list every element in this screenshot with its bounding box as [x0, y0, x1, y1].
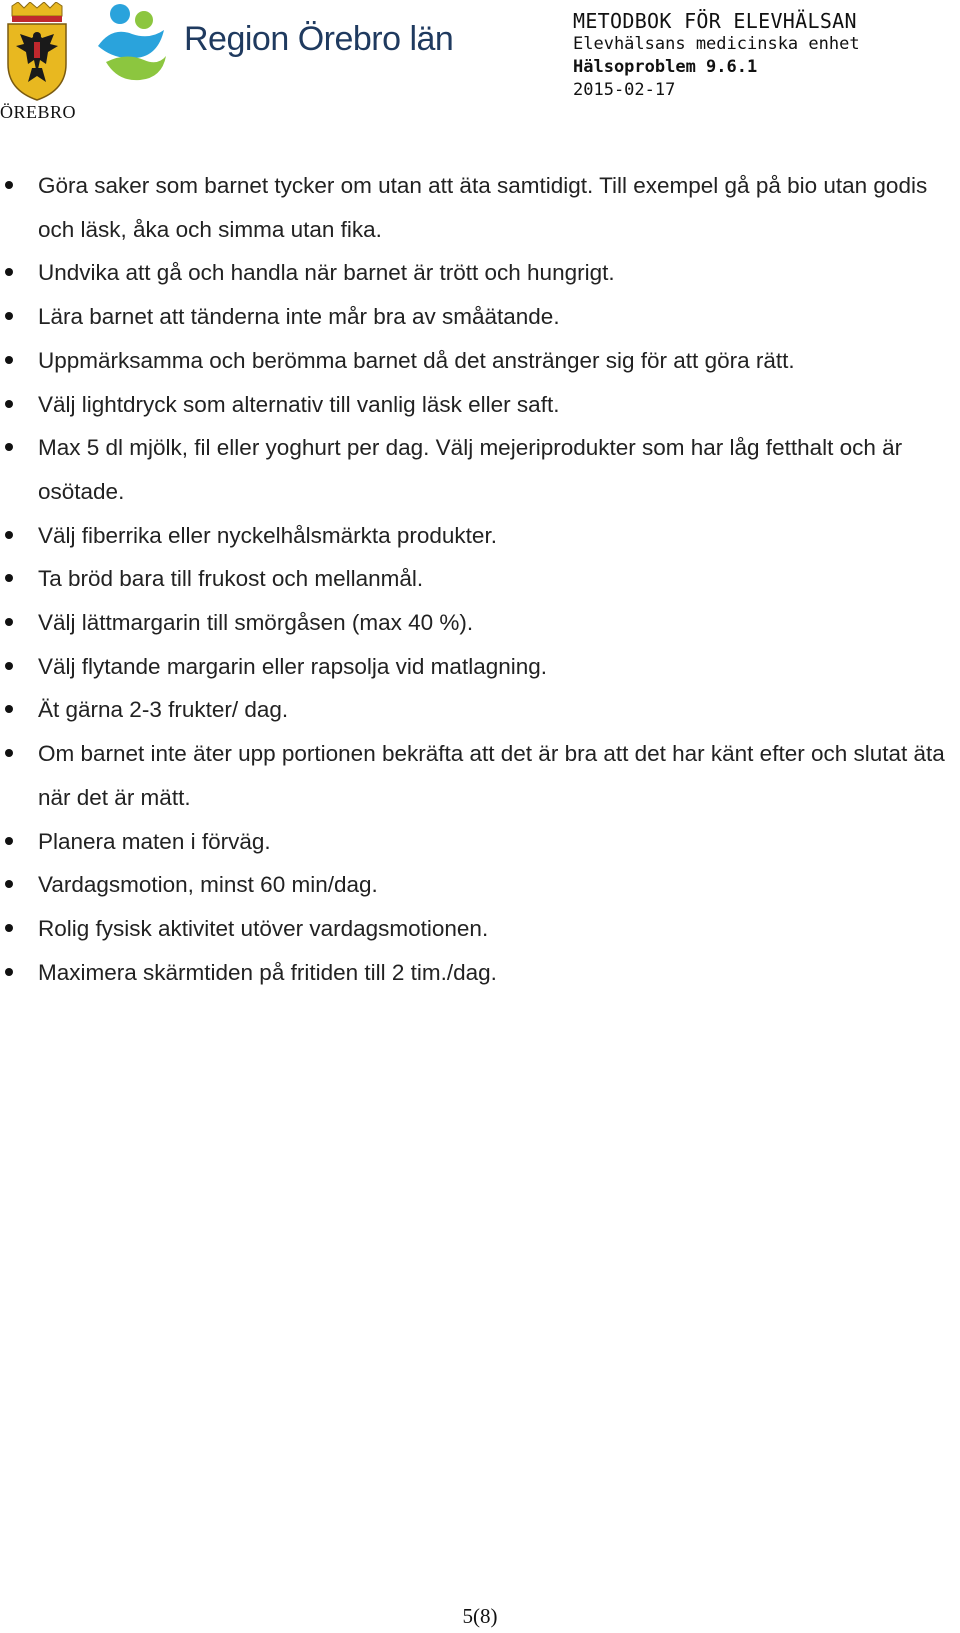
list-item-text: Lära barnet att tänderna inte mår bra av småätande. [38, 304, 560, 330]
document-topic: Hälsoproblem 9.6.1 [573, 57, 758, 77]
list-item-text: Ta bröd bara till frukost och mellanmål. [38, 566, 424, 592]
list-item [0, 688, 960, 732]
bullet-icon [5, 705, 13, 713]
bullet-icon [5, 749, 13, 757]
document-date: 2015-02-17 [573, 80, 676, 100]
list-item [0, 339, 960, 383]
list-item [0, 907, 960, 951]
page-number: 5(8) [462, 1604, 498, 1628]
list-item-text: Göra saker som barnet tycker om utan att äta samtidigt. Till exempel gå på bio utan godis och läsk, åka och simma utan fika. [38, 173, 928, 242]
list-item-text: Vardagsmotion, minst 60 min/dag. [38, 872, 378, 898]
region-name: Region Örebro län [184, 20, 454, 58]
document-title: METODBOK FÖR ELEVHÄLSAN [573, 9, 857, 33]
advice-list [0, 164, 960, 994]
list-item [0, 164, 960, 251]
bullet-icon [5, 837, 13, 845]
list-item-text: Planera maten i förväg. [38, 828, 271, 854]
page-header [0, 0, 960, 130]
list-item-text: Ät gärna 2-3 frukter/ dag. [38, 697, 289, 723]
list-item [0, 732, 960, 819]
list-item [0, 251, 960, 295]
list-item-text: Välj fiberrika eller nyckelhålsmärkta produkter. [38, 522, 497, 548]
list-item [0, 863, 960, 907]
bullet-icon [5, 662, 13, 670]
document-unit: Elevhälsans medicinska enhet [573, 34, 860, 54]
bullet-icon [5, 880, 13, 888]
list-item [0, 645, 960, 689]
bullet-icon [5, 574, 13, 582]
bullet-icon [5, 400, 13, 408]
bullet-icon [5, 531, 13, 539]
list-item [0, 557, 960, 601]
bullet-icon [5, 443, 13, 451]
document-meta [573, 10, 860, 102]
list-item [0, 295, 960, 339]
list-item-text: Rolig fysisk aktivitet utöver vardagsmotionen. [38, 915, 489, 941]
list-item [0, 514, 960, 558]
bullet-icon [5, 618, 13, 626]
list-item-text: Om barnet inte äter upp portionen bekräfta att det är bra att det har känt efter och slutat äta när det är mätt. [38, 741, 945, 810]
list-item-text: Välj lightdryck som alternativ till vanlig läsk eller saft. [38, 391, 560, 417]
list-item-text: Uppmärksamma och berömma barnet då det anstränger sig för att göra rätt. [38, 347, 795, 373]
orebro-crest-icon [4, 2, 70, 102]
list-item-text: Maximera skärmtiden på fritiden till 2 tim./dag. [38, 959, 497, 985]
list-item [0, 426, 960, 513]
list-item [0, 820, 960, 864]
list-item-text: Undvika att gå och handla när barnet är trött och hungrigt. [38, 260, 615, 286]
bullet-icon [5, 181, 13, 189]
region-logo-icon [92, 0, 170, 86]
list-item-text: Välj lättmargarin till smörgåsen (max 40 %). [38, 610, 474, 636]
list-item [0, 383, 960, 427]
list-item-text: Välj flytande margarin eller rapsolja vid matlagning. [38, 653, 548, 679]
crest-label: ÖREBRO [0, 102, 77, 122]
list-item-text: Max 5 dl mjölk, fil eller yoghurt per dag. Välj mejeriprodukter som har låg fetthalt och är osötade. [38, 435, 903, 504]
bullet-icon [5, 356, 13, 364]
list-item [0, 951, 960, 995]
bullet-icon [5, 312, 13, 320]
bullet-icon [5, 968, 13, 976]
list-item [0, 601, 960, 645]
bullet-icon [5, 268, 13, 276]
page-content [0, 164, 960, 994]
bullet-icon [5, 924, 13, 932]
